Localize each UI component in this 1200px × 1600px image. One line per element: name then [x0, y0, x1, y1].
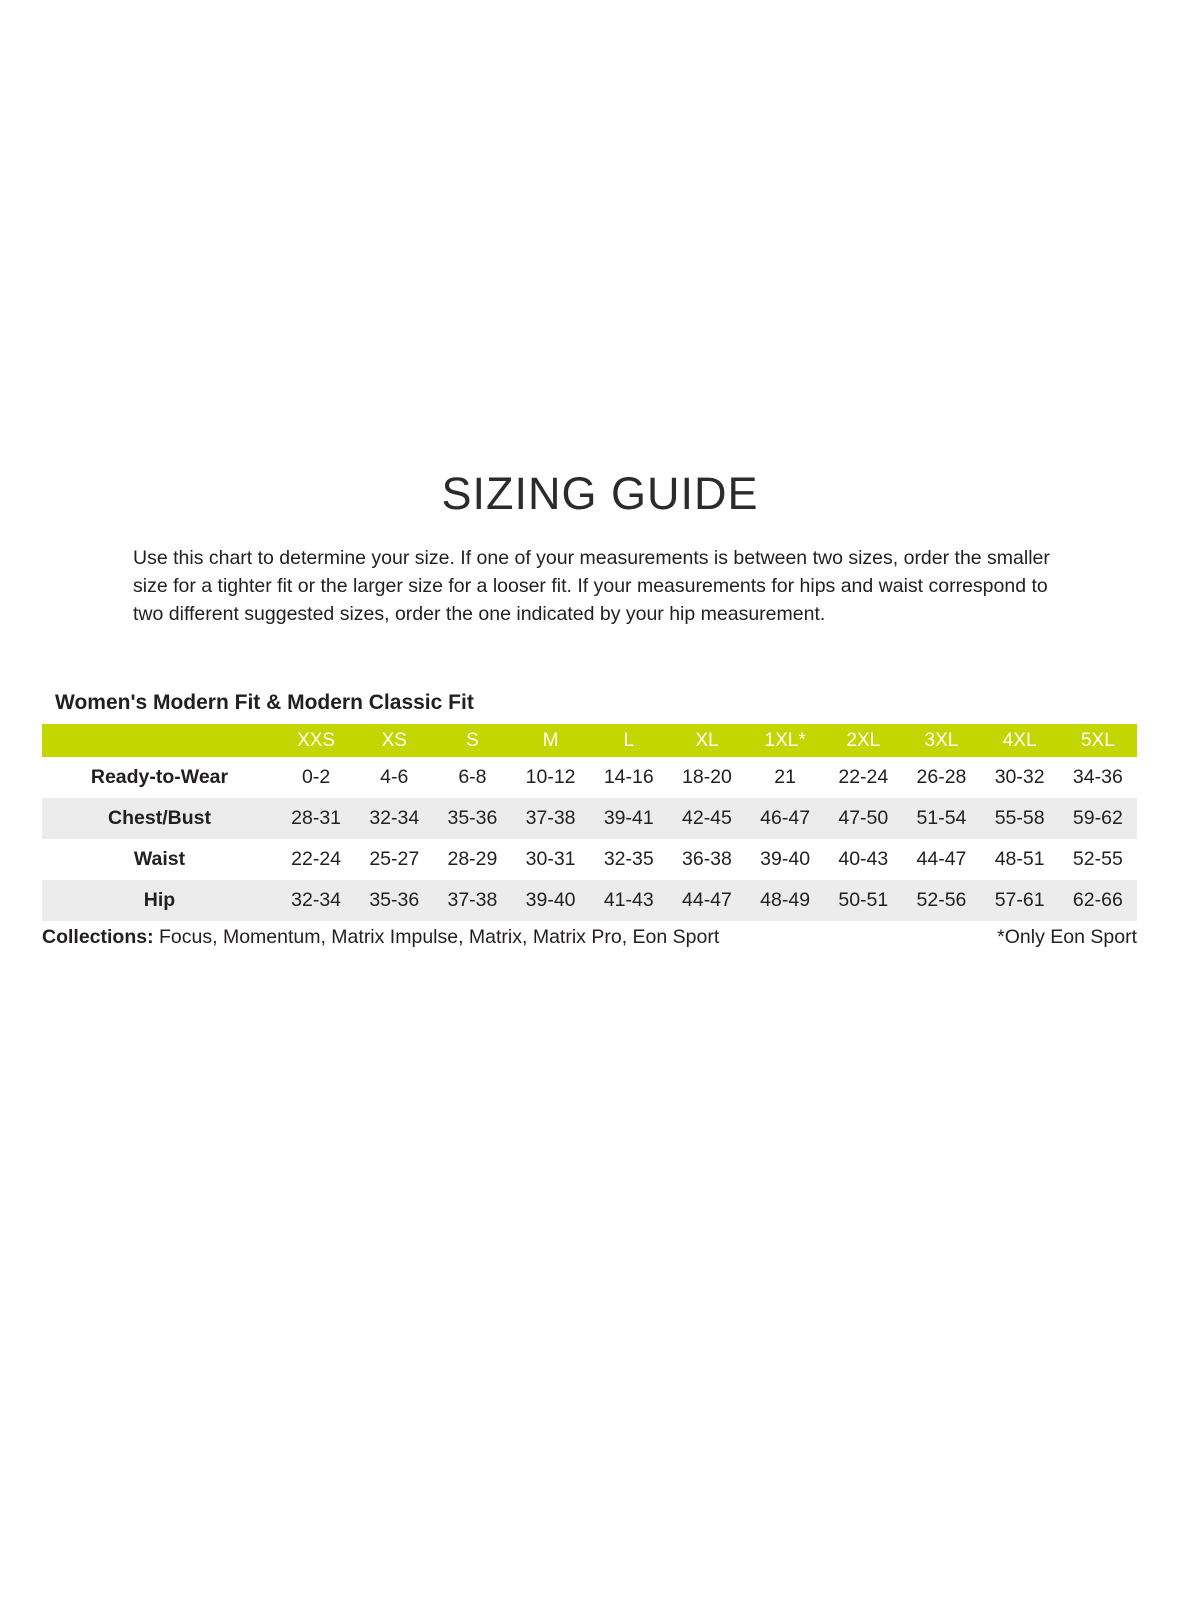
- intro-paragraph: Use this chart to determine your size. If one of your measurements is between two sizes, order the smaller size for a tighter fit or the larger size for a looser fit. If your measurements for hips and waist correspond to two different suggested sizes, order the one indicated by your hip measurement.: [133, 547, 1050, 625]
- table-cell: 35-36: [447, 807, 498, 829]
- collections-note: [42, 926, 719, 949]
- size-table-header-row: [42, 724, 1137, 757]
- row-label: Waist: [133, 848, 186, 870]
- size-table-container: [42, 724, 1137, 921]
- table-cell: 51-54: [916, 807, 967, 829]
- header-cell: 4XL: [981, 724, 1059, 757]
- header-cell: L: [590, 724, 668, 757]
- table-row: [42, 839, 1137, 880]
- size-table: [42, 724, 1137, 921]
- asterisk-note: *Only Eon Sport: [997, 926, 1137, 948]
- header-cell: 2XL: [824, 724, 902, 757]
- table-cell: 30-31: [525, 848, 576, 870]
- table-cell: 22-24: [838, 766, 889, 788]
- table-footer: [42, 926, 1137, 949]
- table-cell: 50-51: [838, 889, 889, 911]
- table-cell: 36-38: [682, 848, 732, 870]
- table-cell: 40-43: [838, 848, 889, 870]
- table-cell: 39-40: [760, 848, 811, 870]
- table-cell: 26-28: [916, 766, 967, 788]
- collections-list: Focus, Momentum, Matrix Impulse, Matrix, Matrix Pro, Eon Sport: [153, 926, 720, 948]
- table-cell: 37-38: [525, 807, 576, 829]
- table-cell: 22-24: [291, 848, 342, 870]
- table-cell: 25-27: [369, 848, 420, 870]
- table-cell: 21: [774, 766, 796, 788]
- table-cell: 30-32: [994, 766, 1045, 788]
- size-table-body: [42, 757, 1137, 921]
- header-cell: M: [512, 724, 590, 757]
- table-cell: 47-50: [838, 807, 889, 829]
- collections-label: Collections:: [42, 926, 154, 948]
- table-cell: 18-20: [682, 766, 732, 788]
- table-cell: 14-16: [603, 766, 654, 788]
- table-cell: 39-41: [603, 807, 654, 829]
- table-cell: 48-51: [994, 848, 1045, 870]
- table-cell: 32-35: [603, 848, 654, 870]
- table-cell: 41-43: [603, 889, 654, 911]
- row-label: Hip: [143, 889, 176, 911]
- table-cell: 32-34: [369, 807, 420, 829]
- table-cell: 44-47: [682, 889, 732, 911]
- table-row: [42, 757, 1137, 798]
- table-cell: 62-66: [1072, 889, 1123, 911]
- table-cell: 4-6: [380, 766, 409, 788]
- table-cell: 42-45: [682, 807, 732, 829]
- section-heading: Women's Modern Fit & Modern Classic Fit: [55, 691, 474, 714]
- row-label: Ready-to-Wear: [90, 766, 229, 788]
- table-cell: 59-62: [1072, 807, 1123, 829]
- table-cell: 28-29: [447, 848, 498, 870]
- size-table-header: [42, 724, 1137, 757]
- header-cell: XS: [355, 724, 433, 757]
- table-cell: 44-47: [916, 848, 967, 870]
- table-cell: 52-55: [1072, 848, 1123, 870]
- table-cell: 35-36: [369, 889, 420, 911]
- header-cell-empty: [42, 724, 277, 757]
- table-cell: 32-34: [291, 889, 342, 911]
- row-label: Chest/Bust: [108, 807, 211, 829]
- table-cell: 6-8: [458, 766, 487, 788]
- table-cell: 0-2: [301, 766, 331, 788]
- table-cell: 52-56: [916, 889, 967, 911]
- header-cell: 5XL: [1059, 724, 1137, 757]
- header-cell: 3XL: [902, 724, 980, 757]
- header-cell: 1XL*: [746, 724, 824, 757]
- table-cell: 39-40: [525, 889, 576, 911]
- table-cell: 10-12: [525, 766, 576, 788]
- table-row: [42, 880, 1137, 921]
- header-cell: XL: [668, 724, 746, 757]
- page-title: SIZING GUIDE: [441, 468, 759, 519]
- table-cell: 28-31: [291, 807, 342, 829]
- table-cell: 34-36: [1072, 766, 1123, 788]
- table-cell: 48-49: [760, 889, 811, 911]
- table-cell: 55-58: [994, 807, 1045, 829]
- table-cell: 57-61: [994, 889, 1045, 911]
- table-row: [42, 798, 1137, 839]
- table-cell: 37-38: [447, 889, 498, 911]
- header-cell: S: [433, 724, 511, 757]
- header-cell: XXS: [277, 724, 355, 757]
- table-cell: 46-47: [760, 807, 811, 829]
